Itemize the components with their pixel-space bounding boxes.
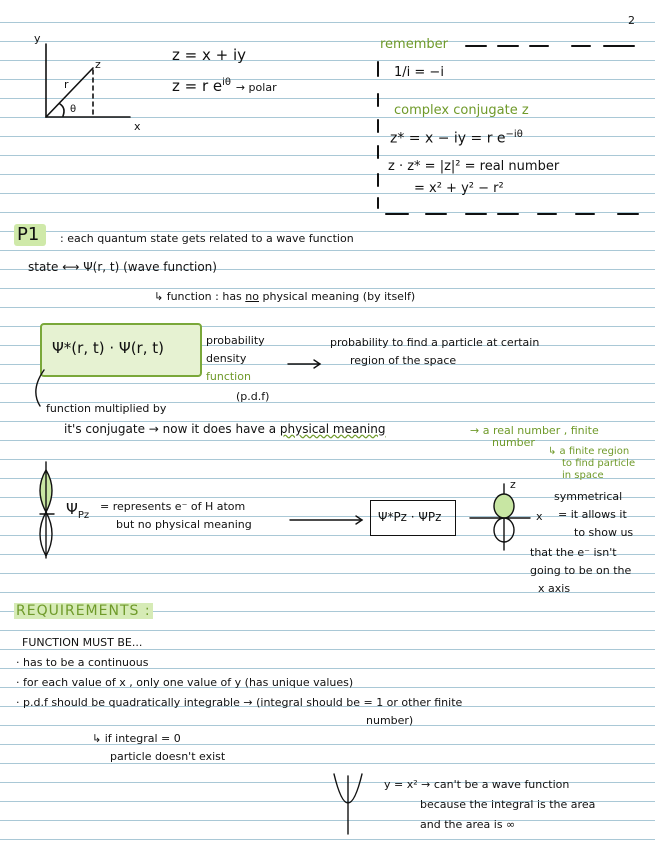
pz-allows: = it allows it	[558, 508, 627, 521]
pz-symmetrical: symmetrical	[554, 490, 623, 503]
density-label-2: density	[206, 352, 247, 365]
pz-no-meaning: but no physical meaning	[116, 518, 252, 531]
psi-pz: $\Psi_{Pz}$	[66, 500, 90, 521]
probability-text-1: probability to find a particle at certain	[330, 336, 540, 349]
polar-form: z = r $e^{i\theta}$ → polar	[172, 77, 277, 95]
real-number-1: → a real number , finite	[470, 424, 599, 437]
finite-region-3: in space	[562, 470, 604, 481]
conjugate-heading: complex conjugate z	[394, 103, 529, 118]
req-item-3-cont: number)	[366, 714, 414, 727]
requirements-heading: REQUIREMENTS :	[16, 603, 151, 619]
radius-label: r	[64, 78, 69, 91]
axis-y-label: y	[34, 32, 41, 45]
product-real: z · z* = |z|² = real number	[388, 159, 560, 174]
axis-x-label: x	[134, 120, 141, 133]
multiplied-text: function multiplied by	[46, 402, 167, 415]
point-z-label: z	[95, 58, 101, 71]
function-meaning: ↳ function : has no physical meaning (by itself)	[154, 290, 416, 303]
pz-x-label: x	[536, 510, 543, 523]
if-integral: ↳ if integral = 0	[92, 732, 181, 745]
product-expand: = x² + y² − r²	[414, 181, 504, 196]
finite-region-1: ↳ a finite region	[548, 446, 630, 457]
p1-tag: P1	[17, 224, 40, 245]
remember-heading: remember	[380, 37, 448, 52]
rect-form: z = x + iy	[172, 46, 247, 64]
req-item-2: · for each value of x , only one value of y (has unique values)	[16, 676, 354, 689]
theta-label: θ	[70, 104, 77, 115]
pz-going: going to be on the	[530, 564, 632, 577]
pz-z-label: z	[510, 478, 516, 491]
conjugate-formula: z* = x − iy = r $e^{-i\theta}$	[390, 129, 523, 147]
example-because: because the integral is the area	[420, 798, 596, 811]
conjugate-meaning: it's conjugate → now it does have a physical meaning	[64, 422, 386, 436]
state-line: state ⟷ Ψ(r, t) (wave function)	[28, 260, 217, 274]
density-label-1: probability	[206, 334, 265, 347]
density-expression: Ψ*(r, t) · Ψ(r, t)	[52, 339, 164, 357]
pz-to-show: to show us	[574, 526, 634, 539]
pz-product: Ψ*Pz · ΨPz	[378, 510, 442, 524]
pz-represents: = represents e⁻ of H atom	[100, 500, 246, 513]
example-equation: y = x² → can't be a wave function	[384, 778, 570, 791]
one-over-i: 1/i = −i	[394, 65, 444, 80]
finite-region-2: to find particle	[562, 458, 636, 469]
particle-not-exist: particle doesn't exist	[110, 750, 226, 763]
probability-text-2: region of the space	[350, 354, 457, 367]
real-number-2: number	[492, 436, 535, 449]
pz-that-e: that the e⁻ isn't	[530, 546, 617, 559]
density-label-3: function	[206, 370, 251, 383]
example-area: and the area is ∞	[420, 818, 516, 831]
req-item-3: · p.d.f should be quadratically integrable → (integral should be = 1 or other finite	[16, 696, 463, 709]
req-item-1: · has to be a continuous	[16, 656, 149, 669]
page-number: 2	[628, 14, 635, 27]
must-be: FUNCTION MUST BE...	[22, 636, 143, 649]
p1-description: : each quantum state gets related to a wave function	[60, 232, 354, 245]
pdf-abbr: (p.d.f)	[236, 390, 270, 403]
pz-x-axis: x axis	[538, 582, 571, 595]
